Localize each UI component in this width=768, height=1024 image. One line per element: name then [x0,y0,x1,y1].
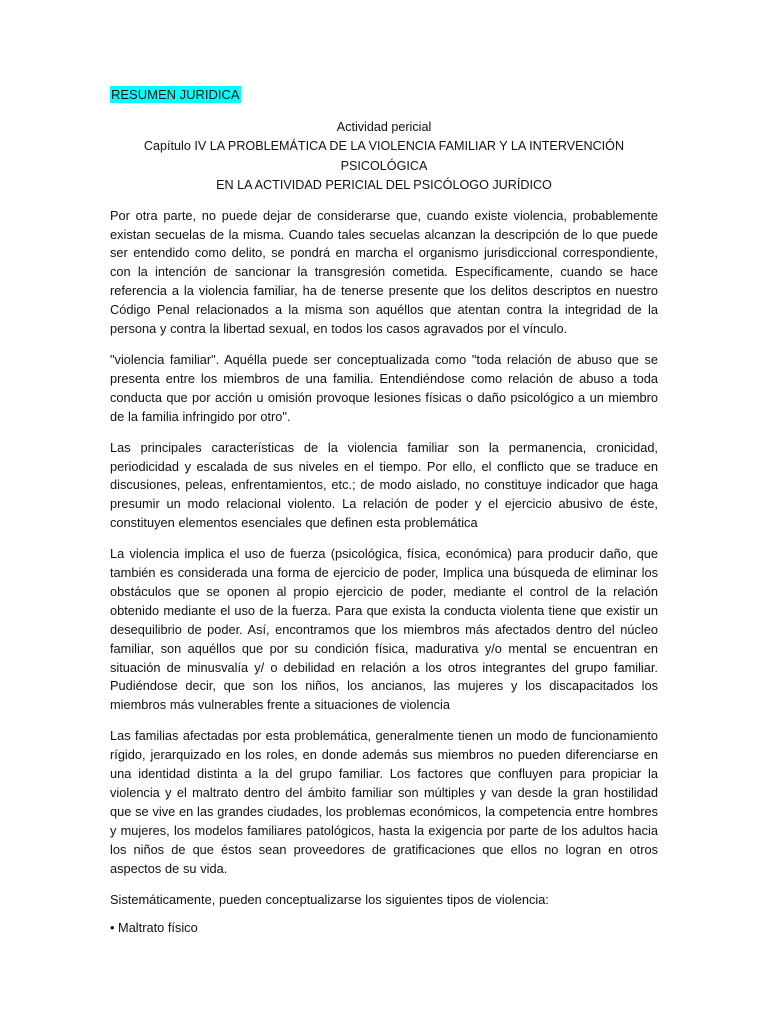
header-row [110,86,658,104]
highlighted-header-label: RESUMEN JURIDICA [111,87,240,102]
document-heading [110,118,658,196]
body-paragraph-5: Las familias afectadas por esta problemática, generalmente tienen un modo de funcionamiento rígido, jerarquizado en los roles, en donde además sus miembros no pueden diferenciarse en una identidad distinta a la del grupo familiar. Los factores que confluyen para propiciar la violencia y el maltrato dentro del ámbito familiar son múltiples y van desde la gran hostilidad que se vive en las grandes ciudades, los problemas económicos, la competencia entre hombres y mujeres, los modelos familiares patológicos, hasta la exigencia por parte de los adultos hacia los niños de que éstos sean proveedores de gratificaciones que ellos no logran en otros aspectos de su vida. [110,728,658,876]
body-paragraph-2: "violencia familiar". Aquélla puede ser conceptualizada como "toda relación de abuso que se presenta entre los miembros de una familia. Entendiéndose como relación de abuso a toda conducta que por acción u omisión provoque lesiones físicas o daño psicológico a un miembro de la familia infringido por otro". [110,351,658,424]
document-page [110,86,658,938]
body-paragraph-3: Las principales características de la violencia familiar son la permanencia, cronicidad, periodicidad y escalada de sus niveles en el tiempo. Por ello, el conflicto que se traduce en discusiones, peleas, enfrentamientos, etc.; de modo aislado, no constituye indicador que haga presumir un modo relacional violento. La relación de poder y el ejercicio abusivo de éste, constituyen elementos esenciales que definen esta problemática [110,439,658,531]
chapter-title-line-1: Capítulo IV LA PROBLEMÁTICA DE LA VIOLENCIA FAMILIAR Y LA INTERVENCIÓN PSICOLÓGICA [143,139,625,173]
body-paragraph-6: Sistemáticamente, pueden conceptualizarse los siguientes tipos de violencia: [110,891,549,907]
bullet-item-maltrato-fisico: • Maltrato físico [110,920,198,936]
body-paragraph-4: La violencia implica el uso de fuerza (psicológica, física, económica) para producir daño, que también es considerada una forma de ejercicio de poder, Implica una búsqueda de eliminar los obstáculos que se oponen al propio ejercicio de poder, mediante el control de la relación obtenido mediante el uso de la fuerza. Para que exista la conducta violenta tiene que existir un desequilibrio de poder. Así, encontramos que los miembros más afectados dentro del núcleo familiar, son aquéllos que por su condición física, madurativa y/o mental se encuentran en situación de minusvalía y/ o debilidad en relación a los otros integrantes del grupo familiar. Pudiéndose decir, que son los niños, los ancianos, las mujeres y los discapacitados los miembros más vulnerables frente a situaciones de violencia [110,546,658,713]
chapter-title-line-2: EN LA ACTIVIDAD PERICIAL DEL PSICÓLOGO JURÍDICO [216,178,552,193]
document-subtitle: Actividad pericial [336,120,432,134]
body-paragraph-1: Por otra parte, no puede dejar de considerarse que, cuando existe violencia, probablemente existan secuelas de la misma. Cuando tales secuelas alcanzan la descripción de lo que puede ser entendido como delito, se pondrá en marcha el organismo jurisdiccional correspondiente, con la intención de sancionar la transgresión cometida. Específicamente, cuando se hace referencia a la violencia familiar, ha de tenerse presente que los delitos descriptos en nuestro Código Penal relacionados a la misma son aquéllos que atentan contra la integridad de la persona y contra la libertad sexual, en todos los casos agravados por el vínculo. [110,207,658,337]
